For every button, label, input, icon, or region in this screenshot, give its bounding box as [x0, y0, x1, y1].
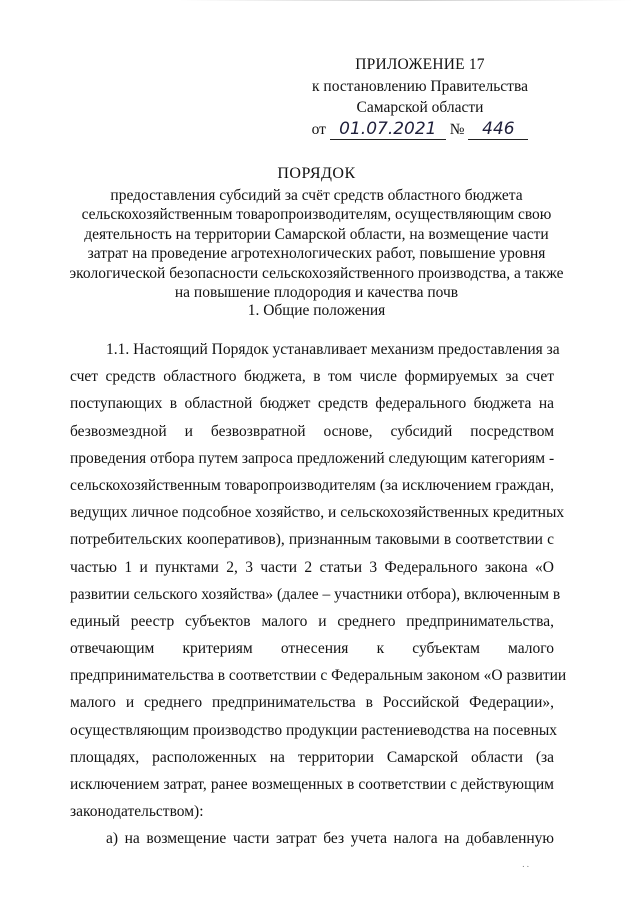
order-title-line: деятельность на территории Самарской области, на возмещение части: [84, 225, 549, 243]
body-line: ведущих личное подсобное хозяйство, и сельскохозяйственных кредитных: [70, 504, 565, 522]
body-line: частью 1 и пунктами 2, 3 части 2 статьи 3 Федерального закона «О: [70, 558, 554, 576]
body-line: поступающих в областной бюджет средств федерального бюджета на: [70, 395, 554, 413]
order-heading: ПОРЯДОК: [277, 165, 356, 182]
scan-noise: . .: [522, 859, 529, 869]
body-line: исключением затрат, ранее возмещенных в соответствии с действующим: [70, 776, 554, 793]
body-line: сельскохозяйственным товаропроизводителям (за исключением граждан,: [70, 476, 554, 494]
appendix-header: [300, 54, 540, 140]
order-title-line: экологической безопасности сельскохозяйственного производства, а также: [69, 264, 564, 282]
appendix-region-line: Самарской области: [356, 99, 484, 116]
body-line: законодательством):: [70, 803, 204, 821]
handwritten-date: 01.07.2021: [330, 120, 446, 140]
body-line: осуществляющим производство продукции растениеводства на посевных: [70, 721, 558, 739]
body-text: [70, 340, 567, 857]
order-title-line: сельскохозяйственным товаропроизводителям, осуществляющим свою: [81, 206, 552, 223]
body-line: 1.1. Настоящий Порядок устанавливает механизм предоставления за: [106, 341, 560, 358]
appendix-resolution-line: к постановлению Правительства: [312, 77, 528, 95]
body-line: малого и среднего предпринимательства в Российской Федерации»,: [70, 694, 554, 712]
number-prefix: №: [449, 120, 465, 138]
body-line: а) на возмещение части затрат без учета налога на добавленную: [106, 830, 554, 848]
order-title-block: [60, 164, 573, 303]
body-line: предпринимательства в соответствии с Федеральным законом «О развитии: [70, 667, 567, 685]
body-line: отвечающим критериям отнесения к субъектам малого: [70, 640, 554, 658]
body-line: проведения отбора путем запроса предложений следующим категориям -: [70, 449, 555, 467]
scan-edge-artifact: [180, 0, 633, 1]
appendix-date-number-line: [300, 119, 540, 141]
handwritten-number: 446: [468, 120, 528, 140]
body-line: потребительских кооперативов), признанным таковыми в соответствии с: [70, 531, 554, 549]
body-line: счет средств областного бюджета, в том числе формируемых за счет: [70, 368, 554, 386]
order-title-line: затрат на проведение агротехнологических работ, повышение уровня: [87, 245, 546, 262]
body-line: безвозмездной и безвозвратной основе, субсидий посредством: [70, 422, 554, 440]
order-title-line: предоставления субсидий за счёт средств областного бюджета: [110, 186, 523, 204]
appendix-title: ПРИЛОЖЕНИЕ 17: [355, 56, 485, 73]
date-prefix: от: [311, 120, 326, 138]
body-line: единый реестр субъектов малого и среднего предпринимательства,: [70, 612, 554, 630]
section-title: 1. Общие положения: [247, 302, 386, 319]
order-title-line: на повышение плодородия и качества почв: [174, 284, 459, 301]
body-line: развитии сельского хозяйства» (далее – участники отбора), включенным в: [70, 585, 561, 603]
body-line: площадях, расположенных на территории Самарской области (за: [70, 748, 554, 766]
